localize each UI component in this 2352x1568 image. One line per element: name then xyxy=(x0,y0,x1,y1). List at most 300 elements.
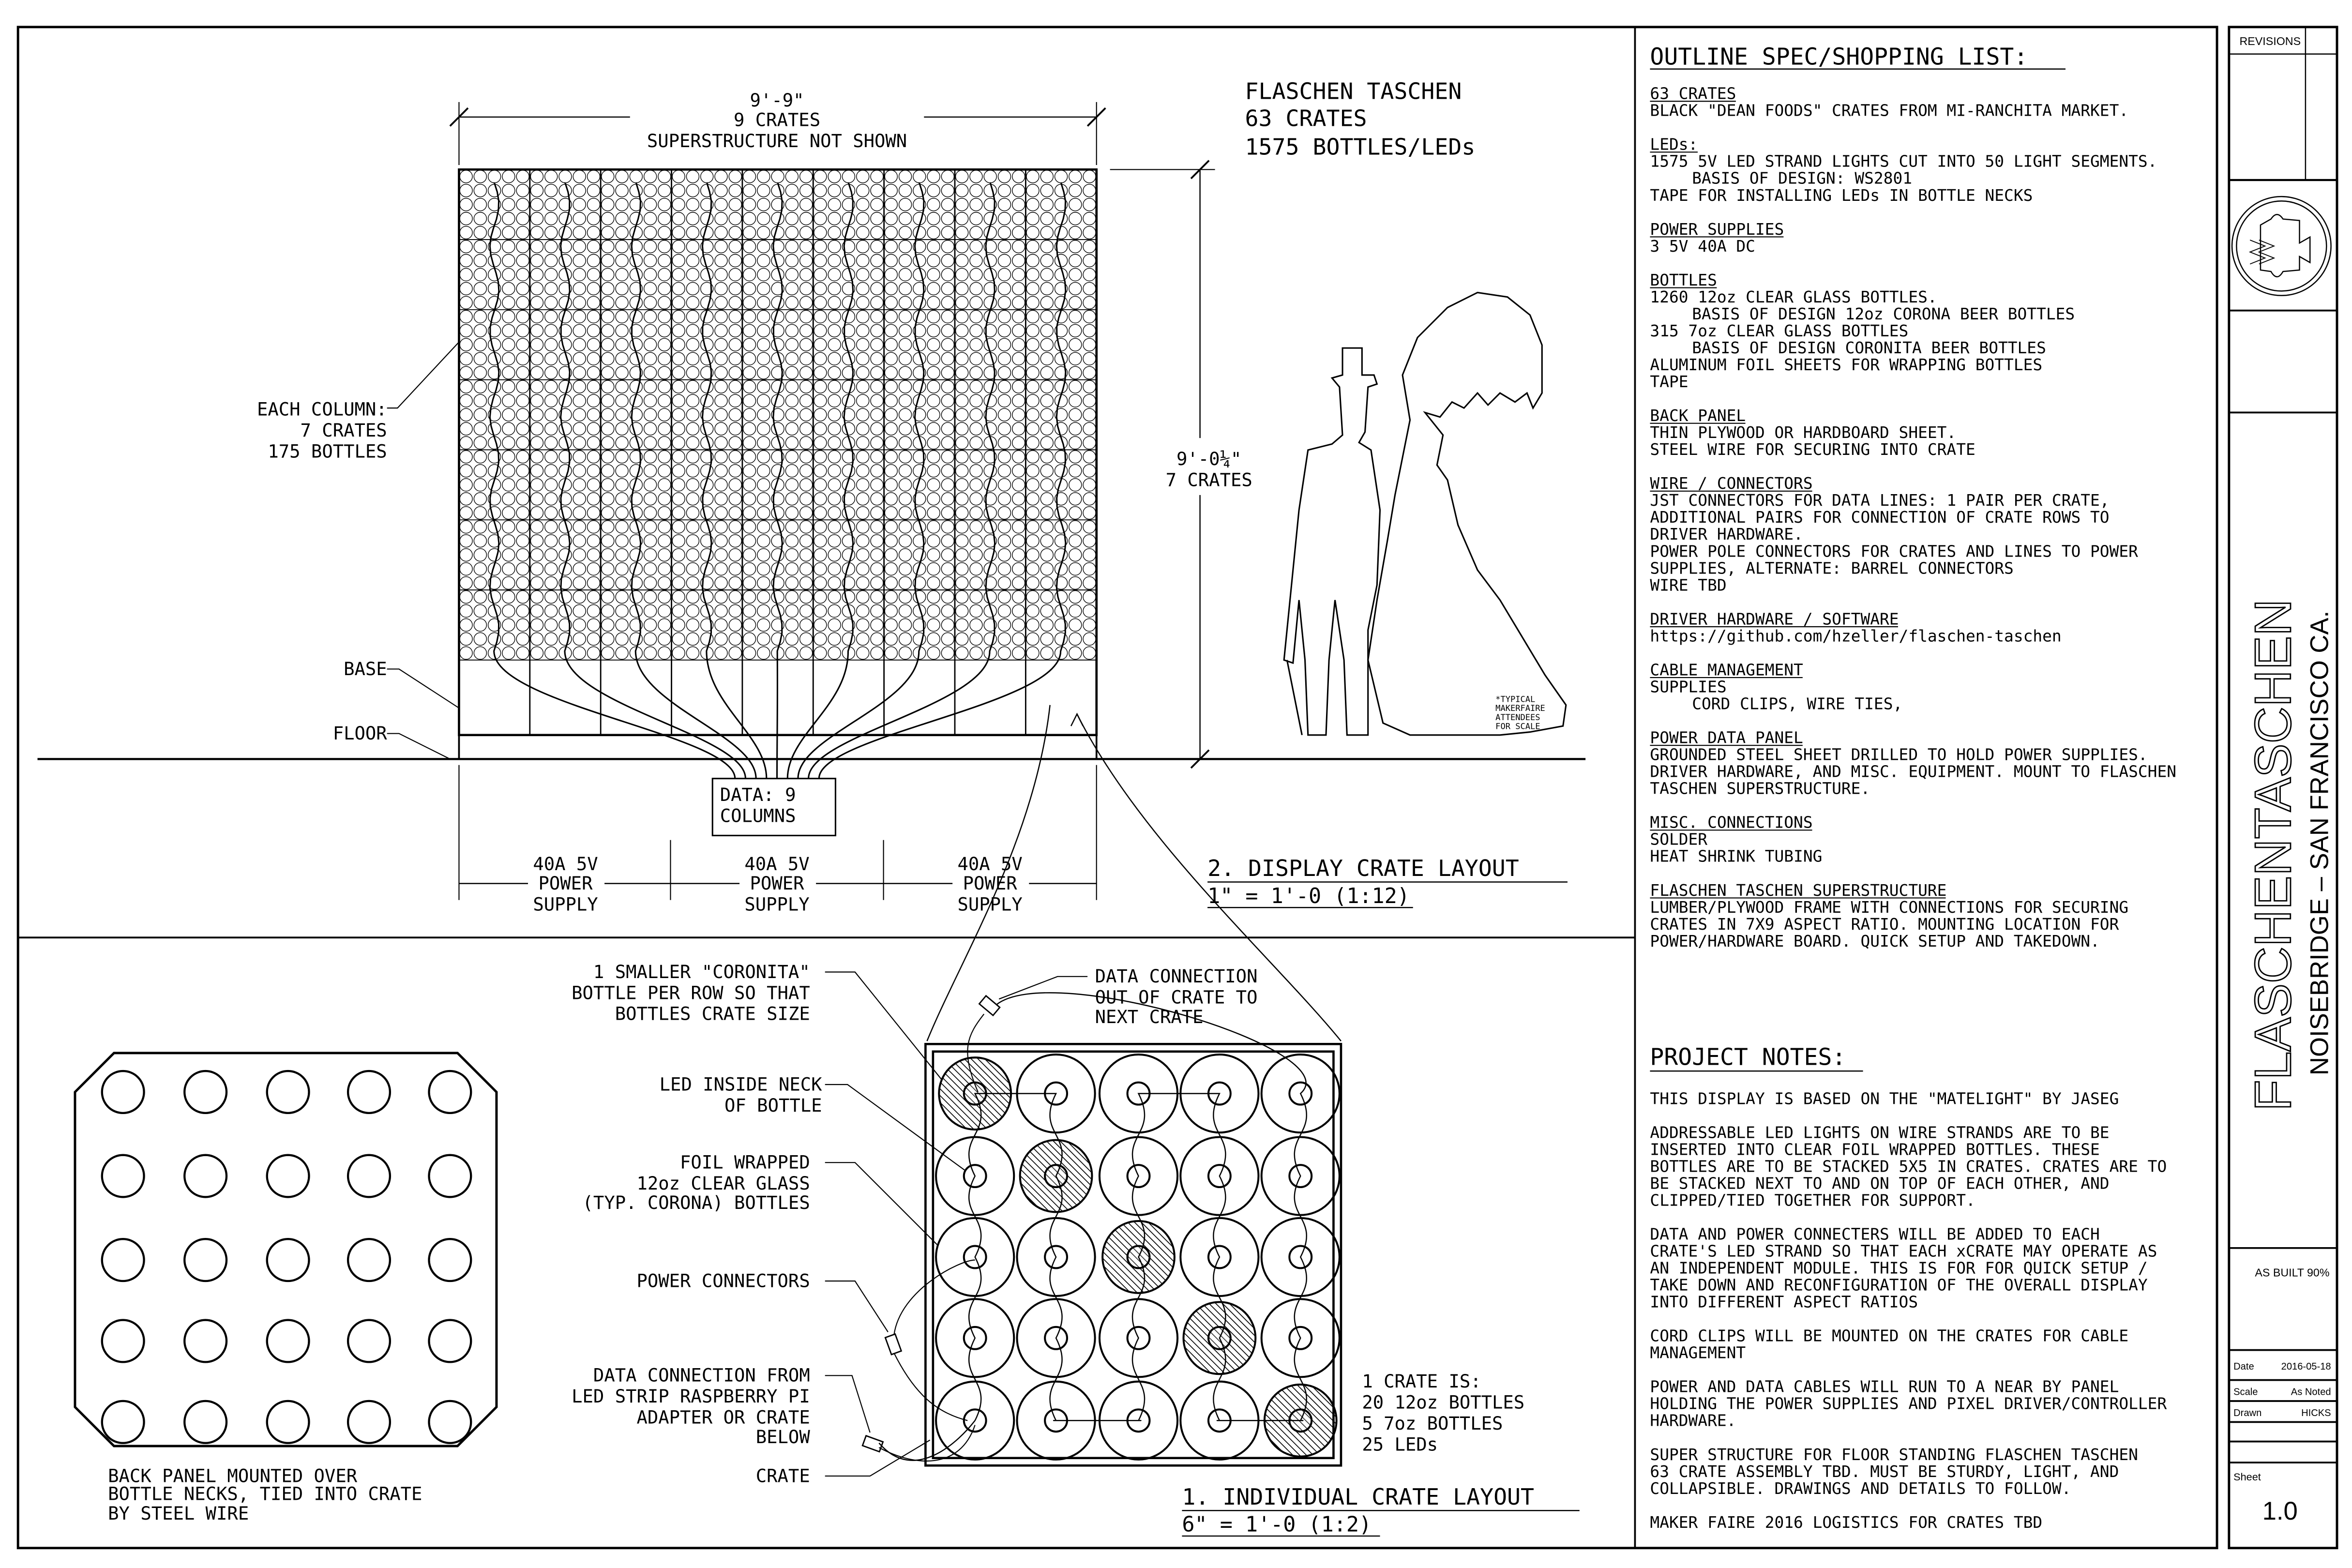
spec-line: POWER/HARDWARE BOARD. QUICK SETUP AND TAKEDOWN. xyxy=(1650,932,2100,950)
bottle xyxy=(530,479,543,491)
bottle xyxy=(530,465,543,477)
bottle xyxy=(630,465,642,477)
bottle xyxy=(771,422,784,435)
bottle xyxy=(672,451,685,463)
spec-line: STEEL WIRE FOR SECURING INTO CRATE xyxy=(1650,440,1975,459)
bottle xyxy=(956,422,968,435)
bottle xyxy=(785,577,798,589)
bottle xyxy=(530,437,543,449)
bottle xyxy=(885,465,897,477)
bottle xyxy=(885,493,897,505)
bottle xyxy=(1069,465,1082,477)
bottle xyxy=(644,479,657,491)
spec-line: TASCHEN SUPERSTRUCTURE. xyxy=(1650,779,1870,798)
bottle xyxy=(672,521,685,533)
bottle xyxy=(757,422,770,435)
bottle xyxy=(857,604,869,617)
back-panel-hole xyxy=(102,1155,144,1197)
bottle xyxy=(474,633,486,645)
bottle xyxy=(927,254,940,267)
bottle xyxy=(899,479,912,491)
bottle xyxy=(927,535,940,547)
data-in-label-3: ADAPTER OR CRATE xyxy=(636,1406,810,1428)
bottle xyxy=(970,604,982,617)
bottle xyxy=(502,422,515,435)
power-supply-1-label2: SUPPLY xyxy=(533,893,598,915)
bottle xyxy=(1069,633,1082,645)
bottle xyxy=(743,618,756,631)
bottle xyxy=(545,366,558,379)
bottle xyxy=(814,451,827,463)
bottle xyxy=(672,618,685,631)
bottle xyxy=(672,577,685,589)
bottle xyxy=(602,198,614,211)
bottle xyxy=(460,268,472,281)
bottle xyxy=(630,380,642,393)
bottle xyxy=(715,493,727,505)
bottle xyxy=(956,408,968,421)
bottle xyxy=(743,633,756,645)
bottle xyxy=(1012,563,1025,575)
bottle xyxy=(1040,549,1053,561)
bottle xyxy=(588,604,600,617)
bottle xyxy=(814,241,827,253)
bottle xyxy=(771,465,784,477)
bottle xyxy=(1083,296,1096,309)
bottle xyxy=(785,241,798,253)
bottle xyxy=(998,577,1010,589)
bottle xyxy=(658,184,671,197)
bottle xyxy=(785,521,798,533)
bottle xyxy=(814,604,827,617)
bottle xyxy=(588,282,600,295)
bottle xyxy=(686,184,699,197)
bottle xyxy=(970,437,982,449)
bottle xyxy=(545,241,558,253)
back-panel-hole xyxy=(184,1155,226,1197)
bottle xyxy=(602,296,614,309)
bottle xyxy=(573,535,586,547)
bottle xyxy=(672,170,685,183)
bottle xyxy=(588,618,600,631)
bottle xyxy=(743,170,756,183)
bottle xyxy=(602,324,614,337)
bottle xyxy=(1012,170,1025,183)
bottle xyxy=(488,422,501,435)
bottle xyxy=(516,352,529,365)
back-panel-hole xyxy=(184,1071,226,1113)
bottle xyxy=(828,590,841,603)
bottle xyxy=(502,170,515,183)
bottle xyxy=(729,408,741,421)
bottle xyxy=(743,366,756,379)
bottle xyxy=(1055,184,1068,197)
bottle xyxy=(927,380,940,393)
bottle xyxy=(785,296,798,309)
bottle xyxy=(474,451,486,463)
bottle xyxy=(800,493,813,505)
spec-line: 1575 5V LED STRAND LIGHTS CUT INTO 50 LIGHT SEGMENTS. xyxy=(1650,152,2157,171)
note-line: INSERTED INTO CLEAR FOIL WRAPPED BOTTLES. THESE xyxy=(1650,1140,2100,1159)
bottle xyxy=(828,408,841,421)
bottle xyxy=(899,408,912,421)
back-panel-hole xyxy=(429,1320,471,1362)
bottle xyxy=(956,212,968,225)
bottle xyxy=(1026,352,1039,365)
bottle xyxy=(771,296,784,309)
bottle xyxy=(1012,451,1025,463)
bottle xyxy=(885,535,897,547)
bottle xyxy=(545,338,558,351)
bottle xyxy=(800,394,813,407)
height-dimension xyxy=(1110,161,1252,768)
bottle xyxy=(516,604,529,617)
bottle xyxy=(516,479,529,491)
bottle xyxy=(743,563,756,575)
bottle xyxy=(814,618,827,631)
bottle xyxy=(1026,366,1039,379)
bottle xyxy=(715,212,727,225)
bottle xyxy=(984,296,996,309)
bottle xyxy=(715,604,727,617)
bottle xyxy=(616,268,628,281)
bottle xyxy=(828,563,841,575)
spec-section-heading: POWER SUPPLIES xyxy=(1650,220,1784,239)
bottle xyxy=(956,338,968,351)
bottle xyxy=(559,338,572,351)
bottle xyxy=(885,394,897,407)
power-supply-1-label: POWER xyxy=(538,873,593,894)
bottle xyxy=(686,507,699,519)
bottle xyxy=(1083,366,1096,379)
spec-line: SUPPLIES, ALTERNATE: BARREL CONNECTORS xyxy=(1650,559,2014,578)
bottle xyxy=(729,618,741,631)
crate-is-2: 20 12oz BOTTLES xyxy=(1362,1391,1525,1413)
bottle xyxy=(857,268,869,281)
bottle xyxy=(1040,437,1053,449)
bottle xyxy=(729,633,741,645)
bottle xyxy=(1012,618,1025,631)
bottle xyxy=(516,296,529,309)
bottle xyxy=(516,170,529,183)
bottle xyxy=(602,507,614,519)
bottle xyxy=(743,254,756,267)
bottle xyxy=(686,493,699,505)
bottle xyxy=(616,465,628,477)
back-panel-hole xyxy=(267,1401,309,1443)
bottle xyxy=(956,282,968,295)
bottle xyxy=(729,493,741,505)
bottle xyxy=(502,184,515,197)
bottle xyxy=(460,254,472,267)
bottle xyxy=(927,198,940,211)
bottle xyxy=(488,184,501,197)
bottle xyxy=(672,465,685,477)
bottle xyxy=(956,268,968,281)
bottle xyxy=(1040,493,1053,505)
bottle xyxy=(814,549,827,561)
bottle xyxy=(573,324,586,337)
base-label: BASE xyxy=(344,658,387,679)
spec-line: DRIVER HARDWARE, AND MISC. EQUIPMENT. MOUNT TO FLASCHEN xyxy=(1650,762,2177,781)
bottle xyxy=(842,422,855,435)
bottle xyxy=(545,647,558,659)
bottle xyxy=(715,549,727,561)
bottle-grid xyxy=(460,170,1096,660)
bottle xyxy=(474,618,486,631)
bottle xyxy=(1026,563,1039,575)
bottle xyxy=(502,493,515,505)
bottle xyxy=(530,535,543,547)
bottle xyxy=(573,647,586,659)
bottle xyxy=(588,380,600,393)
note-line: POWER AND DATA CABLES WILL RUN TO A NEAR BY PANEL xyxy=(1650,1377,2119,1396)
bottle xyxy=(757,296,770,309)
bottle xyxy=(545,408,558,421)
bottle xyxy=(828,241,841,253)
bottle xyxy=(871,184,883,197)
bottle xyxy=(672,535,685,547)
bottle xyxy=(998,282,1010,295)
bottle xyxy=(715,184,727,197)
bottle xyxy=(1055,380,1068,393)
bottle xyxy=(785,493,798,505)
bottle xyxy=(602,451,614,463)
bottle xyxy=(545,577,558,589)
bottle xyxy=(800,465,813,477)
bottle xyxy=(1083,577,1096,589)
bottle xyxy=(658,324,671,337)
data-out-label-1: DATA CONNECTION xyxy=(1095,965,1258,987)
bottle xyxy=(545,590,558,603)
bottle xyxy=(474,212,486,225)
bottle xyxy=(885,577,897,589)
bottle xyxy=(814,366,827,379)
power-connector xyxy=(885,1334,901,1355)
foil-label-3: (TYP. CORONA) BOTTLES xyxy=(582,1192,810,1214)
bottle xyxy=(588,633,600,645)
bottle xyxy=(828,352,841,365)
bottle xyxy=(658,437,671,449)
bottle xyxy=(516,618,529,631)
bottle xyxy=(899,549,912,561)
bottle xyxy=(941,618,954,631)
bottle xyxy=(800,198,813,211)
floor-leader xyxy=(387,734,450,759)
bottle xyxy=(530,647,543,659)
spec-section-heading: LEDs: xyxy=(1650,135,1698,154)
bottle xyxy=(885,647,897,659)
bottle xyxy=(658,465,671,477)
bottle xyxy=(1083,338,1096,351)
bottle xyxy=(474,479,486,491)
bottle xyxy=(885,604,897,617)
bottle xyxy=(502,296,515,309)
bottle xyxy=(630,254,642,267)
bottle xyxy=(885,451,897,463)
bottle xyxy=(1083,563,1096,575)
spec-line: GROUNDED STEEL SHEET DRILLED TO HOLD POWER SUPPLIES. xyxy=(1650,745,2148,764)
bottle xyxy=(1012,422,1025,435)
bottle xyxy=(729,437,741,449)
bottle xyxy=(970,408,982,421)
bottle xyxy=(630,296,642,309)
bottle xyxy=(1040,226,1053,239)
bottle xyxy=(602,184,614,197)
spec-line: DRIVER HARDWARE. xyxy=(1650,525,1803,544)
bottle xyxy=(715,268,727,281)
bottle xyxy=(941,366,954,379)
bottle xyxy=(488,296,501,309)
spec-line: 315 7oz CLEAR GLASS BOTTLES xyxy=(1650,321,1909,340)
spec-section-heading: WIRE / CONNECTORS xyxy=(1650,474,1813,493)
bottle xyxy=(545,170,558,183)
bottle xyxy=(686,535,699,547)
bottle xyxy=(502,282,515,295)
bottle xyxy=(460,282,472,295)
data-out-connector xyxy=(979,996,999,1016)
bottle xyxy=(573,604,586,617)
back-panel-hole xyxy=(348,1320,390,1362)
bottle xyxy=(602,493,614,505)
bottle xyxy=(729,394,741,407)
bottle xyxy=(885,521,897,533)
bottle xyxy=(474,338,486,351)
bottle xyxy=(857,549,869,561)
bottle xyxy=(857,282,869,295)
bottle xyxy=(1083,380,1096,393)
spec-section-heading: DRIVER HARDWARE / SOFTWARE xyxy=(1650,610,1899,629)
column-note-1: EACH COLUMN: xyxy=(256,398,387,420)
bottle xyxy=(885,507,897,519)
display-elevation xyxy=(37,78,1585,1041)
bottle xyxy=(941,282,954,295)
bottle xyxy=(672,394,685,407)
bottle xyxy=(588,422,600,435)
bottle xyxy=(658,647,671,659)
bottle xyxy=(1026,493,1039,505)
note-line: BE STACKED NEXT TO AND ON TOP OF EACH OTHER, AND xyxy=(1650,1174,2110,1193)
bottle xyxy=(474,563,486,575)
bottle xyxy=(757,352,770,365)
bottle xyxy=(1040,184,1053,197)
bottle xyxy=(545,226,558,239)
bottle xyxy=(1026,422,1039,435)
elevation-drawing-title: 2. DISPLAY CRATE LAYOUT xyxy=(1207,855,1519,882)
bottle xyxy=(998,507,1010,519)
power-supply-3-label2: SUPPLY xyxy=(957,893,1023,915)
sheet-label: Sheet xyxy=(2233,1471,2261,1483)
bottle xyxy=(899,212,912,225)
bottle xyxy=(672,212,685,225)
bottle xyxy=(729,563,741,575)
bottle xyxy=(743,338,756,351)
bottle xyxy=(984,422,996,435)
bottle xyxy=(559,380,572,393)
bottle xyxy=(502,352,515,365)
bottle xyxy=(857,352,869,365)
bottle xyxy=(899,590,912,603)
bottle xyxy=(814,437,827,449)
bottle xyxy=(616,521,628,533)
bottle xyxy=(672,422,685,435)
bottle xyxy=(743,549,756,561)
bottle xyxy=(729,198,741,211)
revisions-label: REVISIONS xyxy=(2239,35,2301,48)
bottle xyxy=(658,310,671,323)
bottle xyxy=(828,282,841,295)
bottle xyxy=(927,296,940,309)
bottle xyxy=(644,226,657,239)
bottle xyxy=(1026,310,1039,323)
bottle xyxy=(1026,170,1039,183)
bottle xyxy=(743,521,756,533)
bottle xyxy=(715,352,727,365)
bottle xyxy=(814,268,827,281)
back-panel-hole xyxy=(267,1320,309,1362)
crate-drawing-title: 1. INDIVIDUAL CRATE LAYOUT xyxy=(1182,1483,1535,1510)
bottle xyxy=(658,170,671,183)
data-in-label-4: BELOW xyxy=(755,1426,810,1447)
bottle xyxy=(927,451,940,463)
bottle xyxy=(460,549,472,561)
bottle xyxy=(602,380,614,393)
bottle xyxy=(602,465,614,477)
bottle xyxy=(785,549,798,561)
bottle xyxy=(616,422,628,435)
bottle xyxy=(530,563,543,575)
bottle xyxy=(686,366,699,379)
bottle xyxy=(530,590,543,603)
bottle xyxy=(857,198,869,211)
bottle xyxy=(729,254,741,267)
bottle xyxy=(588,647,600,659)
bottle xyxy=(871,241,883,253)
bottle xyxy=(956,380,968,393)
bottle xyxy=(927,324,940,337)
bottle xyxy=(530,408,543,421)
bottle xyxy=(686,590,699,603)
bottle xyxy=(729,338,741,351)
bottle xyxy=(899,310,912,323)
bottle xyxy=(941,170,954,183)
bottle xyxy=(998,647,1010,659)
bottle xyxy=(757,241,770,253)
bottle xyxy=(530,394,543,407)
bottle xyxy=(530,324,543,337)
bottle xyxy=(460,563,472,575)
bottle xyxy=(530,254,543,267)
bottle xyxy=(998,590,1010,603)
bottle xyxy=(460,479,472,491)
bottle xyxy=(828,338,841,351)
bottle xyxy=(686,170,699,183)
bottle xyxy=(672,604,685,617)
bottle xyxy=(941,535,954,547)
column-note-2: 7 CRATES xyxy=(300,420,387,441)
bottle xyxy=(828,549,841,561)
spec-line: https://github.com/hzeller/flaschen-taschen xyxy=(1650,627,2062,646)
bottle xyxy=(686,618,699,631)
bottle xyxy=(885,254,897,267)
spec-line: 1260 12oz CLEAR GLASS BOTTLES. xyxy=(1650,287,1937,306)
bottle xyxy=(743,479,756,491)
bottle xyxy=(970,310,982,323)
bottle xyxy=(686,437,699,449)
bottle xyxy=(857,408,869,421)
bottle xyxy=(701,184,713,197)
height-dim-value: 9'-0¼" xyxy=(1176,448,1242,469)
